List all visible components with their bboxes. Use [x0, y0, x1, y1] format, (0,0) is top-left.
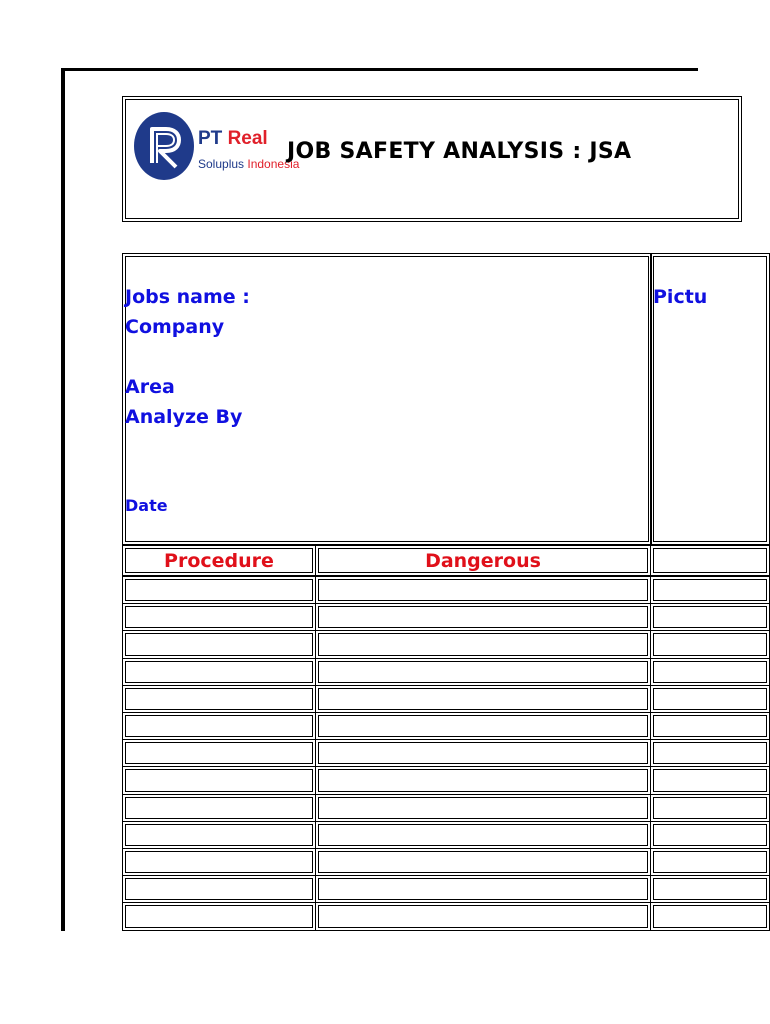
procedure-cell [122, 630, 316, 659]
dangerous-cell [315, 576, 651, 604]
procedure-cell [122, 848, 316, 876]
logo-sub-a: Soluplus [198, 157, 245, 171]
dangerous-cell [315, 848, 651, 876]
logo-pt-text: PT [198, 128, 223, 149]
procedure-cell [122, 794, 316, 822]
picture-label: Pictu [653, 286, 708, 308]
column-header-third [650, 545, 770, 576]
analyze-by-label: Analyze By [125, 406, 243, 428]
logo-wordmark [198, 128, 268, 150]
dangerous-cell [315, 875, 651, 903]
dangerous-cell [315, 821, 651, 849]
procedure-cell [122, 766, 316, 795]
procedure-cell [122, 603, 316, 631]
sheet-border-left [61, 68, 65, 931]
date-label: Date [125, 496, 168, 515]
procedure-cell [122, 576, 316, 604]
third-cell [650, 739, 770, 767]
logo-sub-b: Indonesia [247, 157, 300, 171]
dangerous-cell [315, 739, 651, 767]
procedure-cell [122, 739, 316, 767]
logo-tagline [198, 157, 299, 171]
procedure-cell [122, 902, 316, 931]
procedure-cell [122, 821, 316, 849]
third-cell [650, 794, 770, 822]
third-cell [650, 875, 770, 903]
area-label: Area [125, 376, 175, 398]
dangerous-cell [315, 685, 651, 713]
dangerous-cell [315, 603, 651, 631]
jobs-name-label: Jobs name : [125, 286, 250, 308]
third-cell [650, 848, 770, 876]
procedure-cell [122, 658, 316, 686]
company-logo-icon [133, 111, 195, 181]
sheet-border-top [61, 68, 698, 71]
third-cell [650, 766, 770, 795]
third-cell [650, 658, 770, 686]
third-cell [650, 712, 770, 740]
third-cell [650, 603, 770, 631]
dangerous-cell [315, 766, 651, 795]
dangerous-cell [315, 630, 651, 659]
third-cell [650, 685, 770, 713]
dangerous-cell [315, 712, 651, 740]
dangerous-cell [315, 902, 651, 931]
dangerous-cell [315, 658, 651, 686]
document-title: JOB SAFETY ANALYSIS : JSA [287, 139, 632, 164]
third-cell [650, 821, 770, 849]
column-header-procedure: Procedure [122, 545, 316, 576]
procedure-cell [122, 685, 316, 713]
third-cell [650, 902, 770, 931]
third-cell [650, 576, 770, 604]
procedure-cell [122, 875, 316, 903]
column-header-dangerous: Dangerous [315, 545, 651, 576]
third-cell [650, 630, 770, 659]
dangerous-cell [315, 794, 651, 822]
procedure-cell [122, 712, 316, 740]
company-label: Company [125, 316, 225, 338]
logo-real-text: Real [227, 128, 268, 149]
